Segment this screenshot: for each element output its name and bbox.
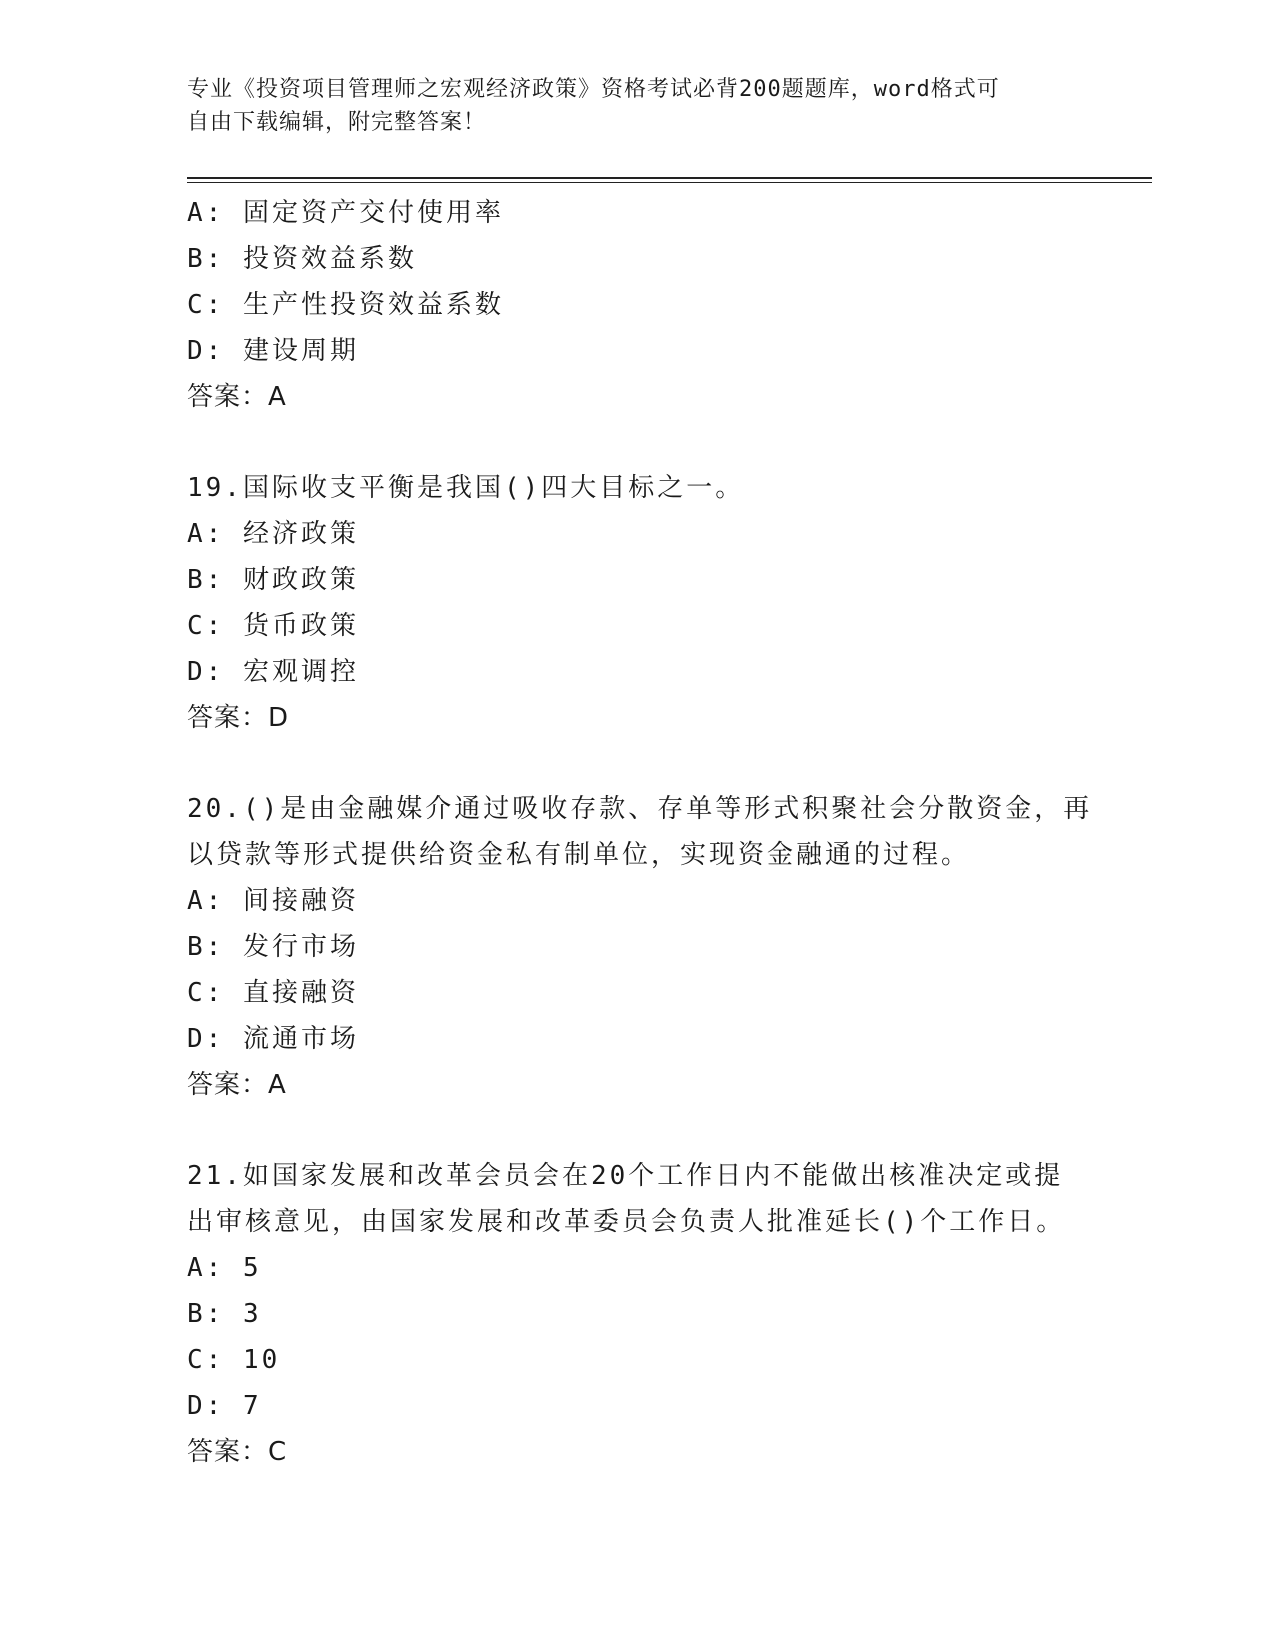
question-list	[187, 190, 1093, 1475]
option-b: B: 发行市场	[187, 932, 359, 962]
question-18	[187, 190, 1087, 420]
document-header	[187, 73, 1067, 139]
answer: 答案：C	[187, 1437, 288, 1467]
answer: 答案：D	[187, 703, 290, 733]
option-c: C: 直接融资	[187, 978, 359, 1008]
option-c: C: 货币政策	[187, 611, 359, 641]
option-a: A: 间接融资	[187, 886, 359, 916]
answer: 答案：A	[187, 1070, 287, 1100]
option-b: B: 投资效益系数	[187, 244, 417, 274]
question-stem: 19.国际收支平衡是我国()四大目标之一。	[187, 473, 745, 503]
option-c: C: 生产性投资效益系数	[187, 290, 504, 320]
question-19	[187, 465, 1087, 741]
question-20	[187, 786, 1093, 1108]
option-d: D: 宏观调控	[187, 657, 359, 687]
option-d: D: 建设周期	[187, 336, 359, 366]
header-line-1: 专业《投资项目管理师之宏观经济政策》资格考试必背200题题库，word格式可	[187, 77, 1000, 102]
option-d: D: 流通市场	[187, 1024, 359, 1054]
answer: 答案：A	[187, 382, 287, 412]
option-a: A: 固定资产交付使用率	[187, 198, 504, 228]
question-stem-line-2: 出审核意见，由国家发展和改革委员会负责人批准延长()个工作日。	[187, 1207, 1066, 1237]
header-line-2: 自由下载编辑，附完整答案！	[187, 110, 487, 135]
option-c: C: 10	[187, 1345, 281, 1375]
option-d: D: 7	[187, 1391, 262, 1421]
option-b: B: 3	[187, 1299, 262, 1329]
option-a: A: 5	[187, 1253, 262, 1283]
option-a: A: 经济政策	[187, 519, 359, 549]
header-divider-thin	[187, 182, 1152, 183]
question-stem-line-2: 以贷款等形式提供给资金私有制单位，实现资金融通的过程。	[187, 840, 971, 870]
question-stem-line-1: 21.如国家发展和改革会员会在20个工作日内不能做出核准决定或提	[187, 1161, 1064, 1191]
question-21	[187, 1153, 1087, 1475]
option-b: B: 财政政策	[187, 565, 359, 595]
header-divider-thick	[187, 177, 1152, 179]
question-stem-line-1: 20.()是由金融媒介通过吸收存款、存单等形式积聚社会分散资金，再	[187, 794, 1093, 824]
